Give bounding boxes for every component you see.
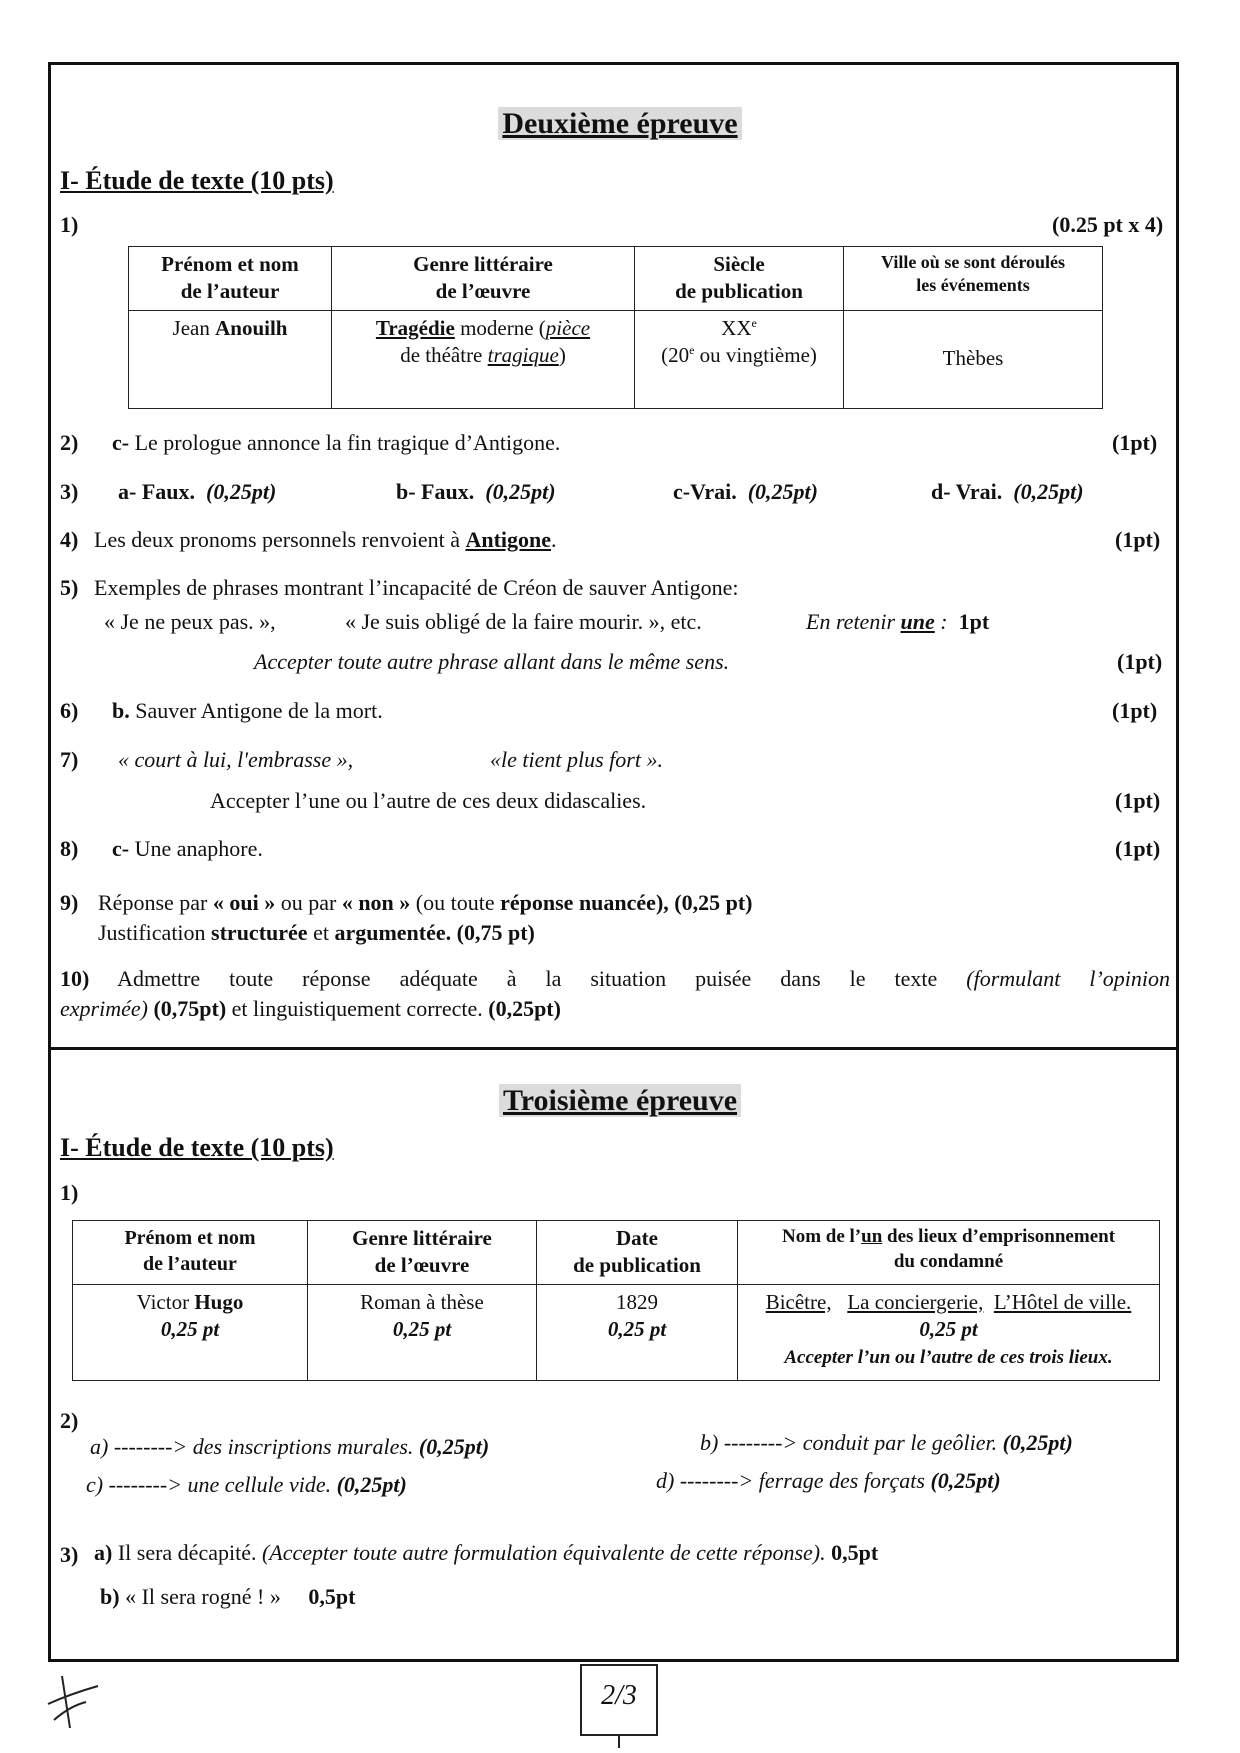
section-heading-e2: I- Étude de texte (10 pts) [60, 166, 334, 195]
header-city: Ville où se sont déroulés les événements [844, 247, 1103, 311]
q3-number: 3) [60, 479, 79, 504]
e3-q2-number: 2) [60, 1408, 79, 1433]
q10-line-2: exprimée) (0,75pt) et linguistiquement correcte. (0,25pt) [60, 996, 561, 1021]
cell-century: XXe (20e ou vingtième) [635, 310, 844, 408]
q9-number: 9) [60, 890, 79, 915]
q7-didascalie-2: «le tient plus fort ». [490, 747, 663, 772]
cell-date: 1829 0,25 pt [537, 1284, 738, 1380]
header-genre: Genre littéraire de l’œuvre [332, 247, 635, 311]
q7-points: (1pt) [1115, 788, 1161, 813]
q5-accept-note: Accepter toute autre phrase allant dans le même sens. [254, 649, 730, 674]
header-genre: Genre littéraire de l’œuvre [308, 1221, 537, 1285]
q4-answer: Les deux pronoms personnels renvoient à Antigone. [94, 527, 557, 552]
q5-number: 5) [60, 575, 79, 600]
page-number-box [580, 1664, 658, 1736]
q10-line-1: 10) Admettre toute réponse adéquate à la situation puisée dans le texte (formulant l’opinion [60, 966, 1171, 991]
q7-number: 7) [60, 747, 79, 772]
q6-answer: b. Sauver Antigone de la mort. [112, 698, 383, 723]
section-divider [48, 1047, 1179, 1050]
table-e2 [128, 246, 1103, 409]
q5-retain: En retenir une : 1pt [806, 609, 990, 634]
header-author: Prénom et nom de l’auteur [129, 247, 332, 311]
e3-q2-a: a) --------> des inscriptions murales. (0,25pt) [90, 1434, 490, 1459]
q4-number: 4) [60, 527, 79, 552]
q7-accept-note: Accepter l’une ou l’autre de ces deux didascalies. [210, 788, 647, 813]
q8-number: 8) [60, 836, 79, 861]
q3-answer-a: a- Faux. (0,25pt) [118, 479, 277, 504]
e3-q1-number: 1) [60, 1180, 79, 1205]
q3-answer-b: b- Faux. (0,25pt) [396, 479, 556, 504]
e3-q2-c: c) --------> une cellule vide. (0,25pt) [86, 1472, 407, 1497]
header-century: Siècle de publication [635, 247, 844, 311]
page-number: 2/3 [601, 1680, 637, 1711]
q4-points: (1pt) [1115, 527, 1161, 552]
q6-number: 6) [60, 698, 79, 723]
page-tick [618, 1736, 620, 1748]
q1-number: 1) [60, 212, 79, 237]
q3-answer-c: c-Vrai. (0,25pt) [673, 479, 818, 504]
e3-q2-d: d) --------> ferrage des forçats (0,25pt) [656, 1468, 1001, 1493]
cell-author: Victor Hugo 0,25 pt [73, 1284, 308, 1380]
q9-line-2: Justification structurée et argumentée. (0,75 pt) [98, 920, 535, 945]
q7-didascalie-1: « court à lui, l'embrasse », [118, 747, 354, 772]
table-e3 [72, 1220, 1160, 1381]
e3-q3-b: b) « Il sera rogné ! » 0,5pt [100, 1584, 356, 1609]
q8-answer: c- Une anaphore. [112, 836, 263, 861]
e3-q2-b: b) --------> conduit par le geôlier. (0,25pt) [700, 1430, 1073, 1455]
title-deuxieme-epreuve: Deuxième épreuve [0, 107, 1240, 141]
cell-author: Jean Anouilh [129, 310, 332, 408]
q8-points: (1pt) [1115, 836, 1161, 861]
q5-intro: Exemples de phrases montrant l’incapacité de Créon de sauver Antigone: [94, 575, 739, 600]
q5-points: (1pt) [1117, 649, 1163, 674]
header-date: Date de publication [537, 1221, 738, 1285]
cell-places: Bicêtre, La conciergerie, L’Hôtel de ville. 0,25 pt Accepter l’un ou l’autre de ces trois lieux. [738, 1284, 1160, 1380]
q5-example-1: « Je ne peux pas. », [104, 609, 276, 634]
cell-genre: Tragédie moderne (pièce de théâtre tragique) [332, 310, 635, 408]
section-heading-e3: I- Étude de texte (10 pts) [60, 1133, 334, 1162]
q9-line-1: Réponse par « oui » ou par « non » (ou toute réponse nuancée), (0,25 pt) [98, 890, 753, 915]
header-author: Prénom et nom de l’auteur [73, 1221, 308, 1285]
cell-genre: Roman à thèse 0,25 pt [308, 1284, 537, 1380]
q1-points: (0.25 pt x 4) [1052, 212, 1164, 237]
initials-mark [40, 1668, 110, 1738]
q5-example-2: « Je suis obligé de la faire mourir. », etc. [345, 609, 702, 634]
cell-city: Thèbes [844, 310, 1103, 408]
title-troisieme-epreuve: Troisième épreuve [0, 1084, 1240, 1118]
e3-q3-number: 3) [60, 1542, 79, 1567]
q6-points: (1pt) [1112, 698, 1158, 723]
q3-answer-d: d- Vrai. (0,25pt) [931, 479, 1084, 504]
header-places: Nom de l’un des lieux d’emprisonnement du condamné [738, 1221, 1160, 1285]
q2-number: 2) [60, 430, 79, 455]
q2-answer: c- Le prologue annonce la fin tragique d’Antigone. [112, 430, 561, 455]
q2-points: (1pt) [1112, 430, 1158, 455]
e3-q3-a: a) Il sera décapité. (Accepter toute autre formulation équivalente de cette réponse). 0,5pt [94, 1540, 879, 1565]
